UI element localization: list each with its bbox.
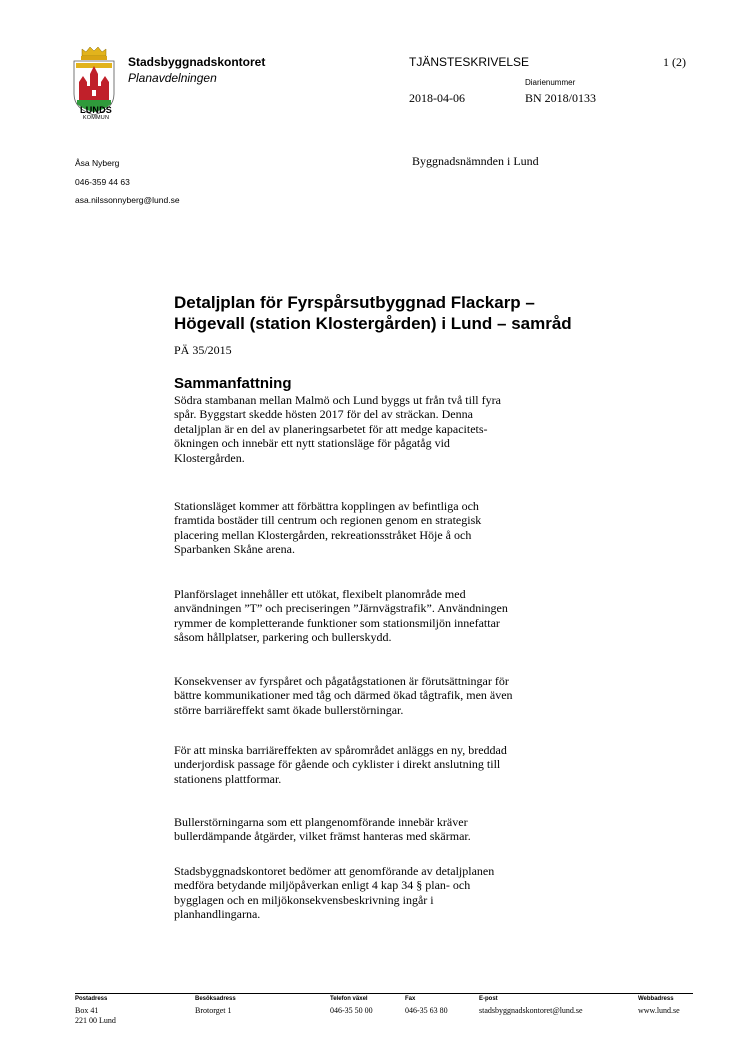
- paragraph-line: såsom hållplatser, parkering och bullerskydd.: [174, 630, 392, 645]
- contact-email: asa.nilssonnyberg@lund.se: [75, 195, 180, 205]
- footer-fax-label: Fax: [405, 996, 416, 1002]
- summary-heading: Sammanfattning: [174, 375, 292, 392]
- paragraph-line: planhandlingarna.: [174, 907, 261, 922]
- paragraph-line: bättre kommunikationer med tåg och därmed ökad tågtrafik, men även: [174, 688, 513, 703]
- recipient: Byggnadsnämnden i Lund: [412, 154, 539, 168]
- paragraph-line: bygglagen och en miljökonsekvensbeskrivning ingår i: [174, 892, 434, 907]
- paragraph-line: detaljplan är en del av planeringsarbetet för att medge kapacitets-: [174, 421, 488, 436]
- contact-phone: 046-359 44 63: [75, 177, 130, 187]
- paragraph-line: framtida bostäder till centrum och regionen genom en strategisk: [174, 513, 482, 528]
- footer-fax: 046-35 63 80: [405, 1006, 448, 1015]
- paragraph-line: Sparbanken Skåne arena.: [174, 542, 295, 557]
- footer-besoksadress: Brotorget 1: [195, 1006, 232, 1015]
- paragraph-line: Stationsläget kommer att förbättra kopplingen av befintliga och: [174, 499, 479, 513]
- footer-postadress-line2: 221 00 Lund: [75, 1016, 116, 1025]
- document-reference: PÄ 35/2015: [174, 343, 232, 357]
- footer-telefon-label: Telefon växel: [330, 996, 368, 1002]
- paragraph: [174, 587, 674, 645]
- document-date: 2018-04-06: [409, 91, 465, 105]
- paragraph-line: För att minska barriäreffekten av spårområdet anläggs en ny, breddad: [174, 743, 507, 757]
- page-indicator: 1 (2): [663, 55, 686, 69]
- paragraph-line: stationens plattformar.: [174, 771, 282, 786]
- paragraph-line: större barriäreffekt samt ökade bullerstörningar.: [174, 702, 404, 717]
- paragraph-line: Stadsbyggnadskontoret bedömer att genomförande av detaljplanen: [174, 864, 495, 878]
- paragraph-line: ökningen och innebär ett nytt stationsläge för pågatåg vid: [174, 436, 450, 451]
- footer-postadress-label: Postadress: [75, 996, 108, 1002]
- paragraph-line: bullerdämpande åtgärder, vilket främst hanteras med skärmar.: [174, 829, 471, 844]
- paragraph: [174, 499, 674, 557]
- footer-postadress-line1: Box 41: [75, 1006, 99, 1015]
- paragraph-line: Konsekvenser av fyrspåret och pågatågstationen är förutsättningar för: [174, 674, 509, 688]
- document-type: TJÄNSTESKRIVELSE: [409, 55, 530, 69]
- footer-besoksadress-label: Besöksadress: [195, 996, 236, 1002]
- logo-line2: KOMMUN: [82, 115, 110, 121]
- paragraph-line: Södra stambanan mellan Malmö och Lund byggs ut från två till fyra: [174, 393, 501, 407]
- paragraph-line: placering mellan Klostergården, rekreationsstråket Höje å och: [174, 527, 472, 542]
- paragraph-line: medföra betydande miljöpåverkan enligt 4 kap 34 § plan- och: [174, 878, 471, 893]
- footer-divider: [75, 993, 693, 994]
- paragraph-line: Planförslaget innehåller ett utökat, flexibelt planområde med: [174, 587, 466, 601]
- footer-epost-label: E-post: [479, 996, 498, 1002]
- paragraph: [174, 743, 674, 786]
- footer-webb-label: Webbadress: [638, 996, 674, 1002]
- footer-epost: stadsbyggnadskontoret@lund.se: [479, 1006, 583, 1015]
- footer-telefon: 046-35 50 00: [330, 1006, 373, 1015]
- document-title: [174, 292, 694, 334]
- paragraph-line: spår. Byggstart skedde hösten 2017 för del av sträckan. Denna: [174, 407, 473, 422]
- title-line2: Högevall (station Klostergården) i Lund – samråd: [174, 314, 572, 333]
- paragraph-line: Klostergården.: [174, 450, 245, 465]
- diarie-label: Diarienummer: [525, 78, 576, 87]
- department-name: Stadsbyggnadskontoret: [128, 55, 266, 69]
- footer-webb: www.lund.se: [638, 1006, 680, 1015]
- title-line1: Detaljplan för Fyrspårsutbyggnad Flackarp –: [174, 293, 535, 312]
- paragraph-line: rymmer de kompletterande funktioner som stationsmiljön innefattar: [174, 615, 500, 630]
- logo-wordmark: [72, 106, 120, 122]
- paragraph: [174, 864, 674, 922]
- contact-name: Åsa Nyberg: [75, 158, 120, 168]
- subdepartment-name: Planavdelningen: [128, 71, 217, 85]
- paragraph: [174, 674, 674, 717]
- paragraph: [174, 393, 674, 465]
- logo-line1: LUNDS: [80, 105, 112, 115]
- paragraph-line: Bullerstörningarna som ett plangenomförande innebär kräver: [174, 815, 468, 829]
- paragraph-line: underjordisk passage för gående och cyklister i direkt anslutning till: [174, 757, 501, 772]
- paragraph-line: användningen ”T” och preciseringen ”Järnvägstrafik”. Användningen: [174, 601, 508, 616]
- footer-postadress: [75, 1006, 116, 1026]
- paragraph: [174, 815, 674, 844]
- crown-icon: [82, 47, 106, 56]
- diarie-number: BN 2018/0133: [525, 91, 597, 105]
